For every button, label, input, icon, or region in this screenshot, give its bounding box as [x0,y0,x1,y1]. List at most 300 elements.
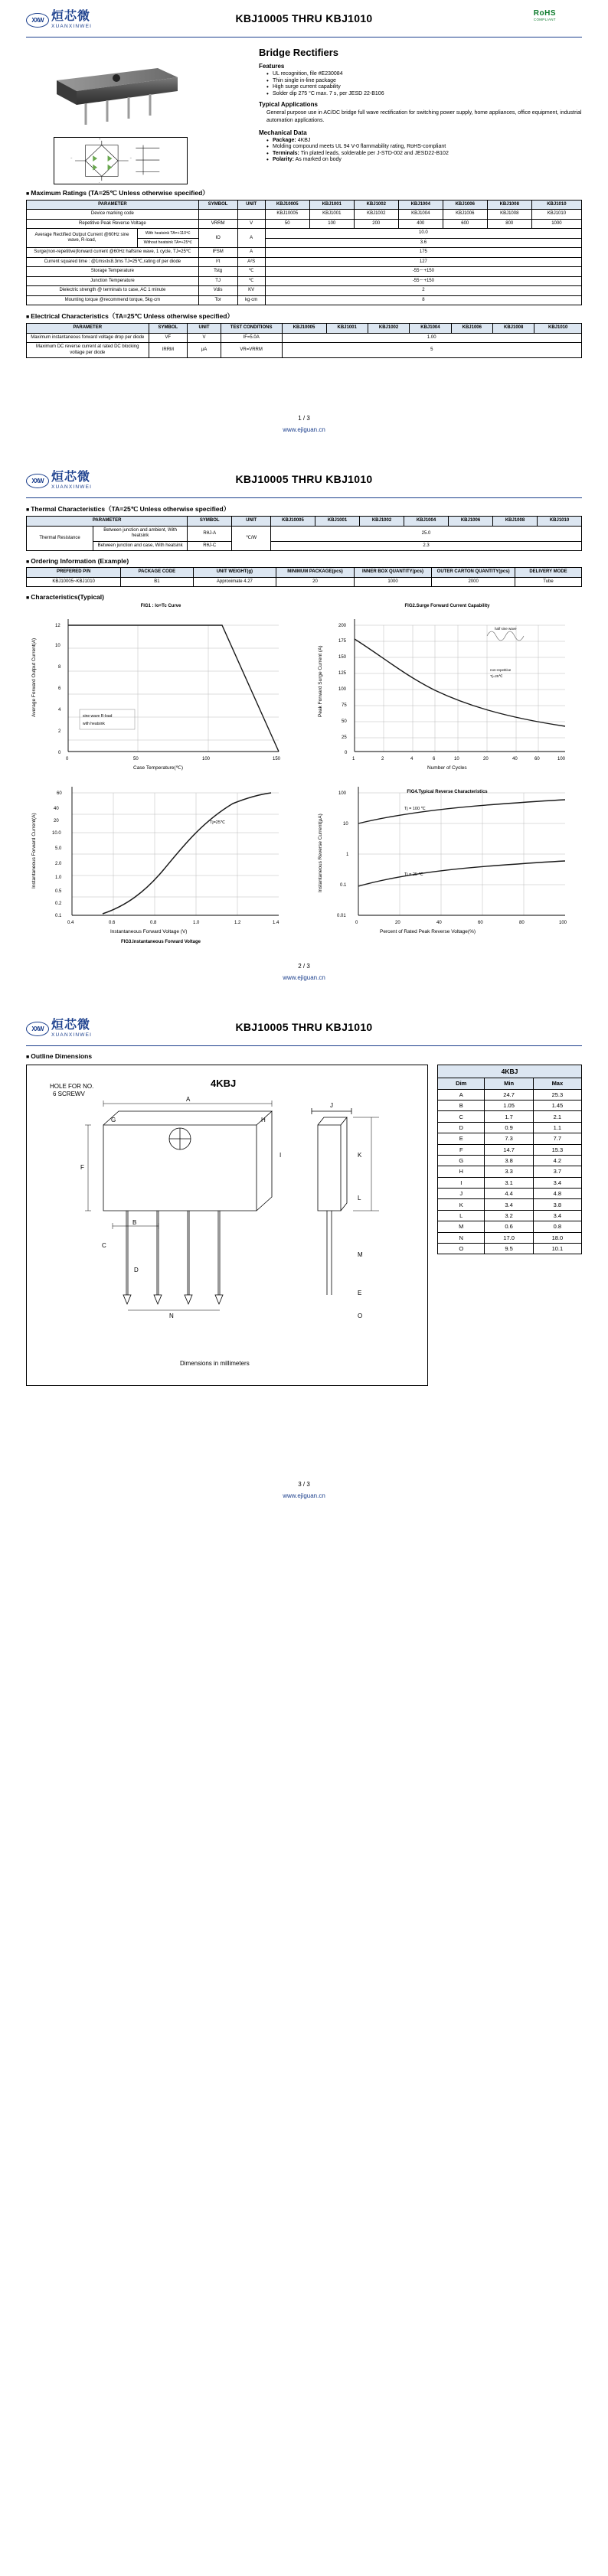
svg-text:150: 150 [338,655,347,660]
rohs-compliant-label: COMPLIANT [533,18,556,21]
cell-dim: I [438,1177,485,1188]
page-title: KBJ10005 THRU KBJ1010 [235,473,373,486]
list-item: • Solder dip 275 °C max. 7 s, per JESD 22-B106 [266,91,582,96]
col-parameter: PARAMETER [27,200,199,210]
svg-text:0.1: 0.1 [340,883,347,889]
cell-value: B1 [121,577,193,587]
list-item: • Thin single in-line package [266,78,582,83]
cell-max: 1.45 [533,1101,581,1111]
chart-title: FIG2.Surge Forward Current Capability [404,604,490,609]
page-3 [0,1009,608,1507]
cell-dim: H [438,1166,485,1177]
list-item: • UL recognition, file #E230084 [266,71,582,77]
table-row [438,1221,582,1232]
dim-label-C: C [102,1242,106,1250]
cell-symbol: TJ [198,276,237,286]
cell-param: Maximum instantaneous forward voltage drop per diode [27,333,149,343]
cell-min: 17.0 [485,1232,533,1243]
dim-label-L: L [358,1195,361,1202]
cell-value: 10.0 [265,229,581,239]
svg-text:50: 50 [133,757,139,762]
cell-value: 400 [398,219,443,229]
svg-text:~: ~ [70,156,73,161]
header-divider [26,497,582,498]
hole-note-line1: HOLE FOR NO. [50,1083,94,1091]
svg-text:100: 100 [338,687,347,693]
thermal-table [26,516,582,551]
cell-symbol [198,210,237,220]
mm-note: Dimensions in millimeters [180,1360,250,1368]
cell-max: 2.1 [533,1111,581,1122]
list-item [266,151,582,156]
mech-text: Molding compound meets UL 94 V-0 flammability rating, RoHS-compliant [273,144,446,150]
col-prefered-pn: PREFERED P/N [27,568,121,578]
svg-text:60: 60 [57,791,62,797]
col-kbj10005: KBJ10005 [282,324,326,334]
cell-unit: KV [237,286,265,296]
package-illustration-column [26,45,256,184]
dim-label-B: B [132,1219,137,1227]
svg-text:10.0: 10.0 [52,831,61,836]
svg-text:Instantaneous Forward Current(: Instantaneous Forward Current(A) [31,813,37,889]
table-row [27,295,582,305]
svg-text:non-repetitive: non-repetitive [490,668,512,673]
cell-max: 3.7 [533,1166,581,1177]
svg-text:with heatsink: with heatsink [83,722,105,727]
svg-text:0.1: 0.1 [55,914,62,919]
col-kbj1010: KBJ1010 [531,200,581,210]
cell-value: KBJ1004 [398,210,443,220]
col-kbj10005: KBJ10005 [265,200,309,210]
package-label: 4KBJ [211,1078,237,1090]
chart-plot [26,778,296,938]
page-number: 3 / 3 [298,1481,310,1489]
cell-value: -55～+150 [265,267,581,277]
outline-title: ■ Outline Dimensions [26,1052,582,1060]
package-drawing [27,1065,427,1385]
cell-min: 3.8 [485,1155,533,1166]
cell-value: KBJ1002 [354,210,398,220]
table-header-row [27,517,582,527]
max-ratings-table [26,200,582,306]
cell-min: 1.7 [485,1111,533,1122]
logo-mark-icon: XXW [26,13,49,28]
cell-symbol: RθJ-C [188,541,232,551]
svg-text:1.0: 1.0 [55,876,62,881]
cell-dim: K [438,1199,485,1210]
table-row [438,1199,582,1210]
table-row [438,1232,582,1243]
page-number: 2 / 3 [298,963,310,970]
product-heading: Bridge Rectifiers [259,47,339,58]
cell-max: 4.8 [533,1189,581,1199]
table-header-row [27,324,582,334]
table-row [27,257,582,267]
footer-url[interactable]: www.ejiguan.cn [283,426,325,434]
cell-dim: F [438,1144,485,1155]
company-name-cn: 烜芯微 [51,1019,91,1032]
table-row [27,267,582,277]
cell-symbol: Vdis [198,286,237,296]
col-unit: UNIT [188,324,221,334]
col-unit-weight: UNIT WEIGHT(g) [193,568,276,578]
cell-symbol: VRRM [198,219,237,229]
svg-text:1: 1 [352,757,355,762]
svg-text:10: 10 [343,822,348,827]
page-1 [0,0,608,441]
svg-text:8: 8 [58,665,61,670]
col-kbj1008: KBJ1008 [493,324,534,334]
table-row [438,1177,582,1188]
cell-unit: V [237,219,265,229]
col-kbj1006: KBJ1006 [449,517,493,527]
page-footer [26,415,582,441]
col-dim: Dim [438,1078,485,1089]
outline-section [26,1065,582,1386]
cell-unit: ℃ [237,276,265,286]
svg-text:150: 150 [273,757,281,762]
features-column [256,45,582,164]
cell-value: KBJ1006 [443,210,487,220]
logo-mark-icon: XXW [26,1022,49,1036]
cell-value: Tube [515,577,582,587]
applications-title: Typical Applications [259,100,318,108]
chart-title: FIG1 : Io=Tc Curve [140,604,181,609]
cell-min: 24.7 [485,1089,533,1100]
svg-text:10: 10 [55,644,60,649]
col-inner-box-qty: INNER BOX QUANTITY(pcs) [354,568,432,578]
svg-text:50: 50 [342,719,347,725]
footer-url[interactable]: www.ejiguan.cn [283,1492,325,1500]
table-row [27,286,582,296]
col-max: Max [533,1078,581,1089]
svg-text:-: - [98,180,100,184]
cell-max: 3.4 [533,1210,581,1221]
cell-unit: V [188,333,221,343]
cell-value: KBJ10005~KBJ1010 [27,577,121,587]
list-item: • High surge current capability [266,84,582,90]
cell-value: 127 [265,257,581,267]
svg-text:6: 6 [433,757,436,762]
table-row [27,276,582,286]
table-row [438,1189,582,1199]
cell-value: 800 [487,219,531,229]
cell-min: 0.6 [485,1221,533,1232]
cell-condition: Without heatsink TA=+25℃ [138,238,199,248]
logo-mark-icon: XXW [26,474,49,488]
col-unit: UNIT [232,517,271,527]
cell-unit [237,210,265,220]
cell-max: 4.2 [533,1155,581,1166]
features-title: Features [259,63,285,70]
cell-dim: L [438,1210,485,1221]
cell-symbol: Tstg [198,267,237,277]
cell-dim: G [438,1155,485,1166]
chart-fig1 [26,604,296,774]
cell-param: Surge(non-repetitive)forward current @60Hz halfsine wave, 1 cycle, TJ=25℃ [27,248,199,258]
chart-fig3 [26,778,296,946]
cell-param: Between junction and ambient, With heatsink [93,526,188,541]
svg-text:100: 100 [202,757,211,762]
col-kbj10005: KBJ10005 [271,517,315,527]
cell-dim: M [438,1221,485,1232]
list-item [266,144,582,149]
cell-param: Current squared time : @1ms≤t≤8.3ms TJ=25℃,rating of per diode [27,257,199,267]
svg-text:80: 80 [519,921,525,926]
cell-symbol: IO [198,229,237,248]
page-title: KBJ10005 THRU KBJ1010 [235,1021,373,1034]
cell-min: 3.1 [485,1177,533,1188]
table-row [438,1101,582,1111]
svg-text:2: 2 [58,729,61,735]
svg-text:Peak Forward Surge Current (A): Peak Forward Surge Current (A) [318,645,323,718]
svg-text:0.8: 0.8 [150,921,157,926]
svg-text:1.4: 1.4 [273,921,279,926]
applications-text: General purpose use in AC/DC bridge full wave rectification for switching power supply, home appliances, office equipment, industrial automation applications. [266,109,582,123]
page-title: KBJ10005 THRU KBJ1010 [235,12,373,24]
cell-unit: ℃/W [232,526,271,551]
svg-text:0.5: 0.5 [55,889,62,895]
table-header-row [438,1078,582,1089]
cell-symbol: IFSM [198,248,237,258]
series-label-tj25: Tj = 25 ℃ [404,872,423,878]
svg-text:20: 20 [483,757,489,762]
dimension-table-wrap [437,1065,582,1386]
cell-max: 18.0 [533,1232,581,1243]
col-symbol: SYMBOL [149,324,188,334]
cell-unit: μA [188,343,221,358]
table-row [27,333,582,343]
svg-text:0: 0 [355,921,358,926]
cell-unit: A²S [237,257,265,267]
mechanical-list [266,138,582,163]
col-kbj1002: KBJ1002 [354,200,398,210]
col-kbj1008: KBJ1008 [487,200,531,210]
col-delivery-mode: DELIVERY MODE [515,568,582,578]
svg-text:Number of Cycles: Number of Cycles [427,765,467,771]
cell-dim: E [438,1133,485,1144]
col-parameter: PARAMETER [27,324,149,334]
cell-value: Approximate 4.27 [193,577,276,587]
table-row [438,1122,582,1133]
cell-param: Device marking code [27,210,199,220]
col-parameter: PARAMETER [27,517,188,527]
mech-label: Polarity: [273,157,295,163]
cell-value: 1.00 [282,333,582,343]
cell-value: 100 [309,219,354,229]
col-test-conditions: TEST CONDITIONS [221,324,282,334]
company-name-en: XUANXINWEI [51,1032,93,1039]
svg-text:0: 0 [58,751,61,756]
svg-text:4: 4 [58,708,61,713]
cell-param: Maximum DC reverse current at rated DC blocking voltage per diode [27,343,149,358]
cell-value: 175 [265,248,581,258]
table-row [438,1166,582,1177]
table-row [438,1210,582,1221]
mech-text: Tin plated leads, solderable per J-STD-002 and JESD22-B102 [300,150,449,156]
col-kbj1002: KBJ1002 [368,324,409,334]
svg-text:Case Temperature(℃): Case Temperature(℃) [133,765,183,771]
svg-text:5.0: 5.0 [55,846,62,852]
col-min: Min [485,1078,533,1089]
cell-min: 1.05 [485,1101,533,1111]
cell-min: 14.7 [485,1144,533,1155]
col-kbj1002: KBJ1002 [360,517,404,527]
cell-value: 5 [282,343,582,358]
chart-plot [312,610,582,774]
cell-param: Junction Temperature [27,276,199,286]
cell-dim: B [438,1101,485,1111]
dim-label-N: N [169,1312,174,1320]
cell-value: 3.6 [265,238,581,248]
svg-text:~: ~ [129,156,132,161]
svg-text:Instantaneous Reverse Current(: Instantaneous Reverse Current(μA) [318,814,323,893]
table-row [27,219,582,229]
chart-title: FIG4.Typical Reverse Characteristics [407,790,488,795]
cell-condition: IF=5.0A [221,333,282,343]
electrical-table [26,323,582,358]
svg-text:40: 40 [54,807,59,812]
product-photo [43,57,188,128]
svg-text:Average Forward Output Current: Average Forward Output Current(A) [31,638,37,718]
rohs-label: RoHS [533,9,556,18]
col-symbol: SYMBOL [188,517,232,527]
cell-value: 1000 [531,219,581,229]
chart-title: FIG3.Instantaneous Forward Voltage [121,940,201,945]
cell-condition: With heatsink TA=+110℃ [138,229,199,239]
page-2 [0,461,608,989]
list-item [266,157,582,162]
col-kbj1006: KBJ1006 [451,324,492,334]
cell-unit: ℃ [237,267,265,277]
cell-dim: N [438,1232,485,1243]
table-row [438,1111,582,1122]
col-kbj1010: KBJ1010 [538,517,582,527]
table-row [27,541,582,551]
cell-max: 7.7 [533,1133,581,1144]
features-list [266,71,582,96]
table-header-row [27,568,582,578]
cell-value: 1000 [354,577,432,587]
dim-label-H: H [261,1117,266,1124]
col-kbj1004: KBJ1004 [410,324,451,334]
footer-url[interactable]: www.ejiguan.cn [283,974,325,982]
svg-text:4: 4 [410,757,414,762]
dim-label-J: J [330,1102,333,1110]
dim-label-M: M [358,1251,363,1259]
cell-value: KBJ10005 [265,210,309,220]
cell-param-group: Thermal Resistance [27,526,93,551]
col-kbj1008: KBJ1008 [493,517,538,527]
svg-text:75: 75 [342,703,347,709]
svg-text:100: 100 [557,757,566,762]
table-row [27,248,582,258]
svg-text:12: 12 [55,624,60,629]
svg-text:125: 125 [338,671,347,677]
cell-dim: C [438,1111,485,1122]
svg-text:6: 6 [58,686,61,692]
bridge-schematic [54,137,188,184]
cell-value: 20 [276,577,355,587]
cell-max: 10.1 [533,1243,581,1254]
cell-max: 3.8 [533,1199,581,1210]
svg-text:40: 40 [436,921,442,926]
cell-symbol: VF [149,333,188,343]
cell-max: 25.3 [533,1089,581,1100]
svg-text:10: 10 [454,757,459,762]
series-label-tj100: Tj = 100 ℃ [404,807,426,812]
cell-param: Storage Temperature [27,267,199,277]
cell-dim: O [438,1243,485,1254]
cell-condition: VR=VRRM [221,343,282,358]
svg-text:Tj=25℃: Tj=25℃ [210,820,226,826]
dim-label-F: F [80,1164,84,1172]
mech-text: 4KBJ [297,137,311,143]
svg-text:1: 1 [346,853,349,858]
col-kbj1010: KBJ1010 [534,324,582,334]
svg-text:0: 0 [66,757,69,762]
cell-value: 2000 [432,577,515,587]
thermal-title: ■ Thermal Characteristics（TA=25℃ Unless otherwise specified） [26,504,582,514]
col-package-code: PACKAGE CODE [121,568,193,578]
dim-label-G: G [111,1117,116,1124]
svg-text:1.2: 1.2 [234,921,241,926]
cell-value: 600 [443,219,487,229]
col-kbj1001: KBJ1001 [315,517,360,527]
svg-text:0.6: 0.6 [109,921,116,926]
svg-text:0.4: 0.4 [67,921,74,926]
dim-label-O: O [358,1312,363,1320]
dimension-table [437,1078,582,1254]
cell-min: 3.4 [485,1199,533,1210]
cell-min: 9.5 [485,1243,533,1254]
chart-plot [312,778,582,938]
electrical-title: ■ Electrical Characteristics（TA=25℃ Unless otherwise specified） [26,311,582,321]
page-header [26,461,582,496]
table-row [27,343,582,358]
outline-drawing [26,1065,428,1386]
company-name-en: XUANXINWEI [51,484,93,491]
cell-value: 8 [265,295,581,305]
intro-block [26,45,582,184]
cell-min: 4.4 [485,1189,533,1199]
svg-text:175: 175 [338,639,347,644]
svg-text:0: 0 [345,751,348,756]
svg-text:100: 100 [338,791,347,797]
col-minimum-package: MINIMUM PACKAGE(pcs) [276,568,355,578]
characteristics-title: ■ Characteristics(Typical) [26,593,582,601]
cell-param: Repetitive Peak Reverse Voltage [27,219,199,229]
chart-fig2 [312,604,582,774]
max-ratings-title: ■ Maximum Ratings (TA=25℃ Unless otherwise specified） [26,188,582,197]
cell-value: KBJ1001 [309,210,354,220]
svg-text:sine wave R-load: sine wave R-load [83,714,113,719]
cell-unit: A [237,229,265,248]
cell-unit: kg·cm [237,295,265,305]
svg-text:Instantaneous Forward Voltage: Instantaneous Forward Voltage (V) [110,929,188,935]
cell-min: 0.9 [485,1122,533,1133]
cell-symbol: IRRM [149,343,188,358]
table-row [438,1133,582,1144]
cell-symbol: RθJ-A [188,526,232,541]
cell-value: -55～+150 [265,276,581,286]
table-row [438,1243,582,1254]
table-header-row [27,200,582,210]
dim-label-I: I [279,1152,282,1159]
table-row [438,1144,582,1155]
list-item [266,138,582,143]
chart-plot [26,610,296,774]
